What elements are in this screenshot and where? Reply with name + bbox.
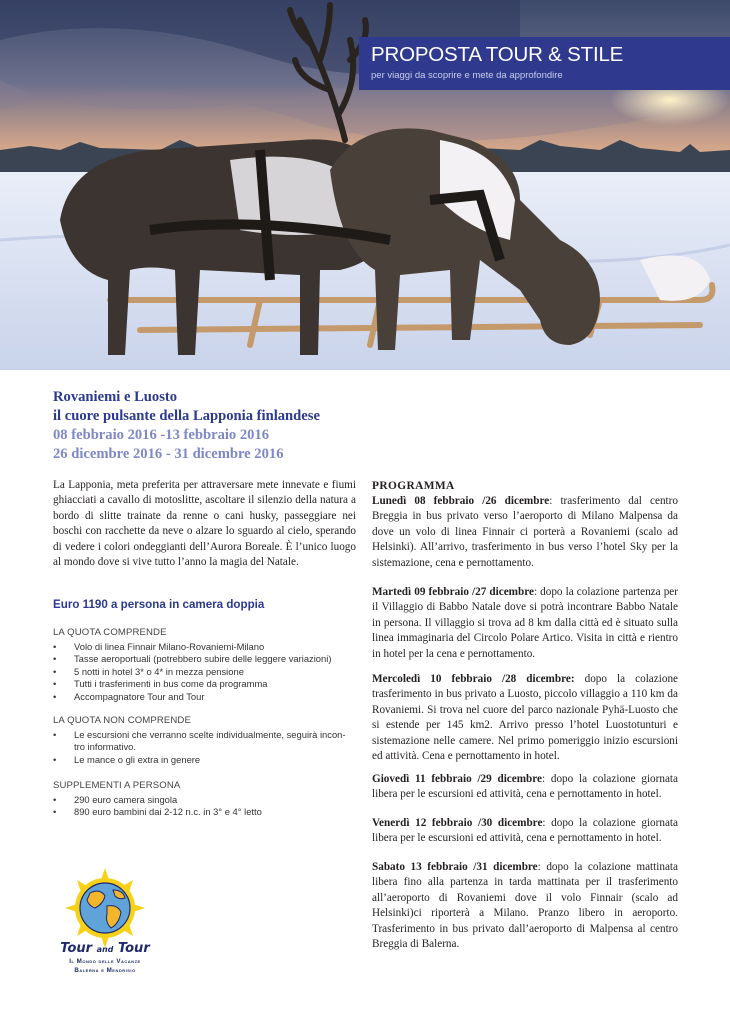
- day-label: Venerdì 12 febbraio /30 dicembre: [372, 817, 543, 829]
- supplements-section: [53, 780, 363, 819]
- day-text: : dopo la colazione mattinata libera fino alla partenza in tarda mattinata per il trasferimento all’aeroporto di Rovaniemi dove il volo Finnair (scalo ad Helsinki)ci riporterà a Milano. Pranzo libero in aeroporto. Trasferimento in bus privato dall’aeroporto di Malpensa al centro Breggia di Balerna.: [372, 861, 678, 951]
- day-text: : dopo la colazione partenza per il Villaggio di Babbo Natale dove si potrà incontrare Babbo Natale in persona. Il villaggio si trova ad 8 km dalla città ed è situato sulla linea immaginaria del Circolo Polare Artico. Visita in città e rientro in hotel per la cena e pernottamento.: [372, 586, 678, 660]
- list-item: • 5 notti in hotel 3* o 4* in mezza pensione: [53, 666, 363, 679]
- tour-heading: [53, 388, 373, 464]
- tour-and-tour-logo: [45, 868, 165, 998]
- day-label: Sabato 13 febbraio /31 dicembre: [372, 861, 538, 873]
- day-entry: [372, 585, 678, 662]
- logo-location: Balerna e Mendrisio: [74, 967, 136, 974]
- banner-subtitle: per viaggi da scoprire e mete da approfondire: [371, 70, 563, 81]
- day-text: dopo la colazione trasferimento in bus privato a Luosto, piccolo villaggio a 110 km da Rovaniemi. Si trova nel cuore del parco nazionale Pyhä-Luosto che si estende per 145 km2. Arrivo presso l’hotel Luostotunturi e sistemazione nelle camere. Nel primo pomeriggio inizio escursioni ed attività. Cena e pernottamento in hotel.: [372, 673, 678, 763]
- supplements-heading: SUPPLEMENTI A PERSONA: [53, 780, 181, 791]
- list-item: • Tasse aeroportuali (potrebbero subire delle leggere variazioni): [53, 653, 363, 666]
- day-entry: [372, 494, 678, 571]
- day-label: Giovedì 11 febbraio /29 dicembre: [372, 773, 543, 785]
- list-item: • 290 euro camera singola: [53, 794, 363, 807]
- day-entry: [372, 672, 678, 764]
- excluded-section: [53, 715, 363, 766]
- day-entry: [372, 860, 678, 952]
- tour-date-1: 08 febbraio 2016 -13 febbraio 2016: [53, 427, 270, 443]
- logo-name-part: Tour: [117, 941, 150, 956]
- list-item: • Le mance o gli extra in genere: [53, 754, 363, 767]
- logo-name-and: and: [96, 945, 114, 954]
- list-item: • Tutti i trasferimenti in bus come da programma: [53, 678, 363, 691]
- price-line: Euro 1190 a persona in camera doppia: [53, 598, 265, 611]
- hero-photo: [0, 0, 730, 370]
- list-item: • Le escursioni che verranno scelte individualmente, seguirà incon-: [53, 729, 363, 742]
- intro-paragraph: La Lapponia, meta preferita per attraversare mete innevate e fiumi ghiacciati a cavallo di motoslitte, ascoltare il silenzio della natura a bordo di slitte trainate da renne o cani husky, passeggiare nei boschi con racchette da neve o alzare lo sguardo al cielo, sperando di vedere i colori ondeggianti dell’Aurora Boreale. È l’unico luogo al mondo dove si vive tutto l’anno la magia del Natale.: [53, 479, 356, 569]
- day-label: Martedì 09 febbraio /27 dicembre: [372, 586, 534, 598]
- excluded-heading: LA QUOTA NON COMPRENDE: [53, 715, 191, 726]
- day-entry: [372, 772, 678, 803]
- day-label: Mercoledì 10 febbraio /28 dicembre:: [372, 673, 575, 685]
- tour-title: Rovaniemi e Luosto: [53, 389, 178, 405]
- logo-name-part: Tour: [60, 941, 93, 956]
- list-item: • 890 euro bambini dai 2-12 n.c. in 3° e 4° letto: [53, 806, 363, 819]
- tour-date-2: 26 dicembre 2016 - 31 dicembre 2016: [53, 446, 284, 462]
- list-item: • Accompagnatore Tour and Tour: [53, 691, 363, 704]
- day-label: Lunedì 08 febbraio /26 dicembre: [372, 495, 550, 507]
- logo-tagline: Il Mondo delle Vacanze: [69, 958, 141, 965]
- title-banner: [359, 37, 730, 90]
- tour-subtitle: il cuore pulsante della Lapponia finlandese: [53, 408, 320, 424]
- included-section: [53, 627, 363, 704]
- programme-heading: PROGRAMMA: [372, 480, 455, 492]
- logo-name: [45, 941, 165, 956]
- list-item: • Volo di linea Finnair Milano-Rovaniemi-Milano: [53, 641, 363, 654]
- list-item-continuation: tro informativo.: [74, 741, 136, 753]
- day-entry: [372, 816, 678, 847]
- globe-sun-icon: [45, 868, 165, 948]
- day-text: : dopo la colazione giornata libera per le escursioni ed attività, cena e pernottamento in hotel.: [372, 773, 679, 801]
- day-text: : dopo la colazione giornata libera per le escursioni ed attività, cena e pernottamento in hotel.: [372, 817, 678, 845]
- day-text: : trasferimento dal centro Breggia in bus privato verso l’aeroporto di Milano Malpensa da dove un volo di linea Finnair ci porterà a Rovaniemi (scalo ad Helsinki). All’arrivo, trasferimento in bus verso l’hotel Sky per la sistemazione, cena e pernottamento.: [372, 495, 678, 569]
- included-heading: LA QUOTA COMPRENDE: [53, 627, 167, 638]
- banner-title: PROPOSTA TOUR & STILE: [371, 43, 624, 66]
